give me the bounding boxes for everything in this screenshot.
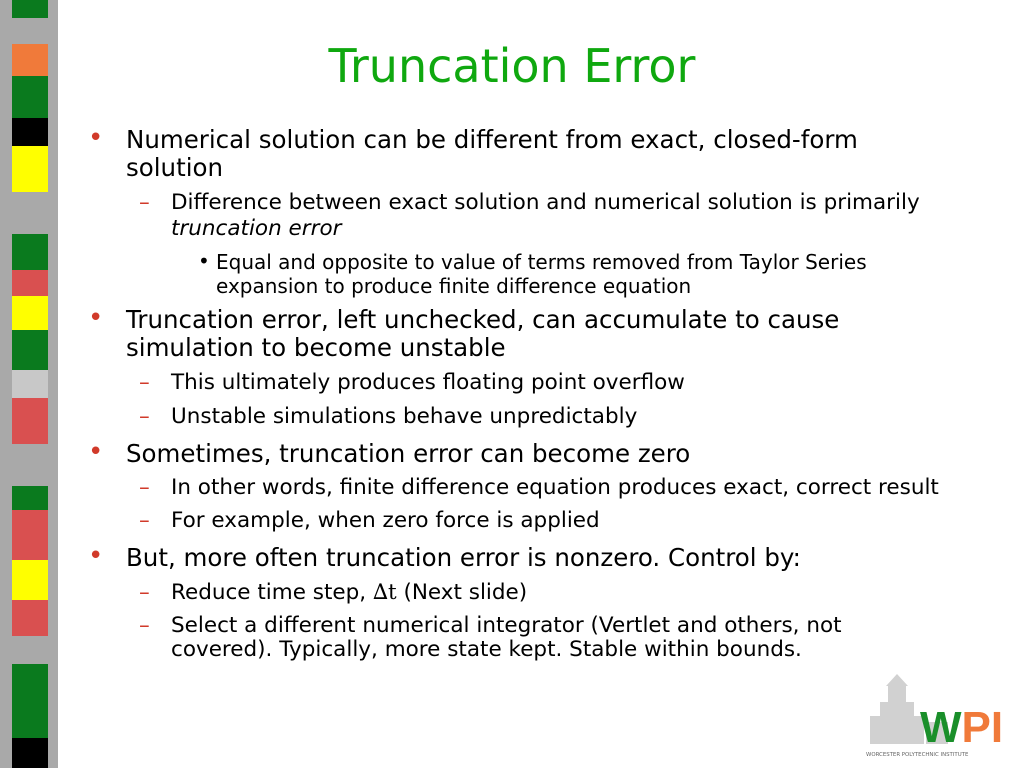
sub-text: In other words, finite difference equation produces exact, correct result xyxy=(171,475,939,500)
bullet-3-text: Sometimes, truncation error can become zero xyxy=(126,439,691,468)
sidebar-block-yellow xyxy=(12,146,48,192)
dash-marker: – xyxy=(139,370,150,395)
sidebar-block-green xyxy=(12,234,48,270)
sub-text: Reduce time step, xyxy=(171,580,373,605)
bullet-3 xyxy=(88,437,948,468)
bullet-2-sub-1 xyxy=(139,370,948,396)
bullet-4-sub-2 xyxy=(139,613,891,662)
dash-marker: – xyxy=(139,190,150,215)
sidebar-block-green xyxy=(12,330,48,370)
sidebar-blocks xyxy=(8,0,52,768)
decorative-sidebar xyxy=(0,0,58,768)
sub-text: (Next slide) xyxy=(396,580,528,605)
sidebar-block-yellow xyxy=(12,560,48,600)
sub-text: This ultimately produces floating point overflow xyxy=(171,370,685,395)
bullet-4-sub-1 xyxy=(139,580,948,606)
sidebar-block-red xyxy=(12,270,48,296)
delta-t-symbol: ∆t xyxy=(372,580,397,605)
sub-text: For example, when zero force is applied xyxy=(171,508,600,533)
sidebar-block-red xyxy=(12,398,48,444)
sidebar-block-red xyxy=(12,510,48,560)
bullet-2-text: Truncation error, left unchecked, can accumulate to cause simulation to become unstable xyxy=(126,305,840,362)
bullet-2-sub-2 xyxy=(139,404,948,430)
dash-marker: – xyxy=(139,404,150,429)
bullet-2 xyxy=(88,303,948,362)
bullet-1-text: Numerical solution can be different from exact, closed-form solution xyxy=(126,125,858,182)
sidebar-block-green xyxy=(12,664,48,738)
logo-caption: WORCESTER POLYTECHNIC INSTITUTE xyxy=(866,752,969,758)
slide-title: Truncation Error xyxy=(328,39,696,93)
bullet-dot: • xyxy=(198,249,210,273)
sidebar-block-black xyxy=(12,118,48,146)
wpi-logo xyxy=(866,672,1012,760)
sidebar-block-red xyxy=(12,600,48,636)
bullet-dot: • xyxy=(88,437,104,467)
sidebar-block-yellow xyxy=(12,296,48,330)
bullet-1-subsub-1 xyxy=(198,249,948,298)
dash-marker: – xyxy=(139,475,150,500)
bullet-dot: • xyxy=(88,123,104,153)
subsub-text: Equal and opposite to value of terms removed from Taylor Series expansion to produce finite difference equation xyxy=(216,250,867,298)
logo-wordmark: WPI xyxy=(920,703,1004,752)
bullet-3-sub-1 xyxy=(139,475,948,500)
sidebar-block-green xyxy=(12,486,48,510)
sub-text: Unstable simulations behave unpredictably xyxy=(171,404,638,429)
bullet-1 xyxy=(88,123,948,182)
sub-text: Select a different numerical integrator (Vertlet and others, not covered). Typically, more state kept. Stable within bounds. xyxy=(171,613,842,662)
dash-marker: – xyxy=(139,613,150,638)
bullet-dot: • xyxy=(88,541,104,571)
sidebar-block-green xyxy=(12,0,48,18)
slide-body xyxy=(88,123,948,662)
bullet-4-text: But, more often truncation error is nonzero. Control by: xyxy=(126,543,801,572)
bullet-4 xyxy=(88,541,948,572)
sub-emphasis: truncation error xyxy=(171,216,342,241)
bullet-dot: • xyxy=(88,303,104,333)
bullet-1-sub-1 xyxy=(139,190,948,242)
sidebar-block-black xyxy=(12,738,48,768)
sidebar-block-gray xyxy=(12,370,48,398)
bullet-3-sub-2 xyxy=(139,508,948,534)
sub-text: Difference between exact solution and numerical solution is primarily xyxy=(171,190,920,215)
dash-marker: – xyxy=(139,508,150,533)
dash-marker: – xyxy=(139,580,150,605)
